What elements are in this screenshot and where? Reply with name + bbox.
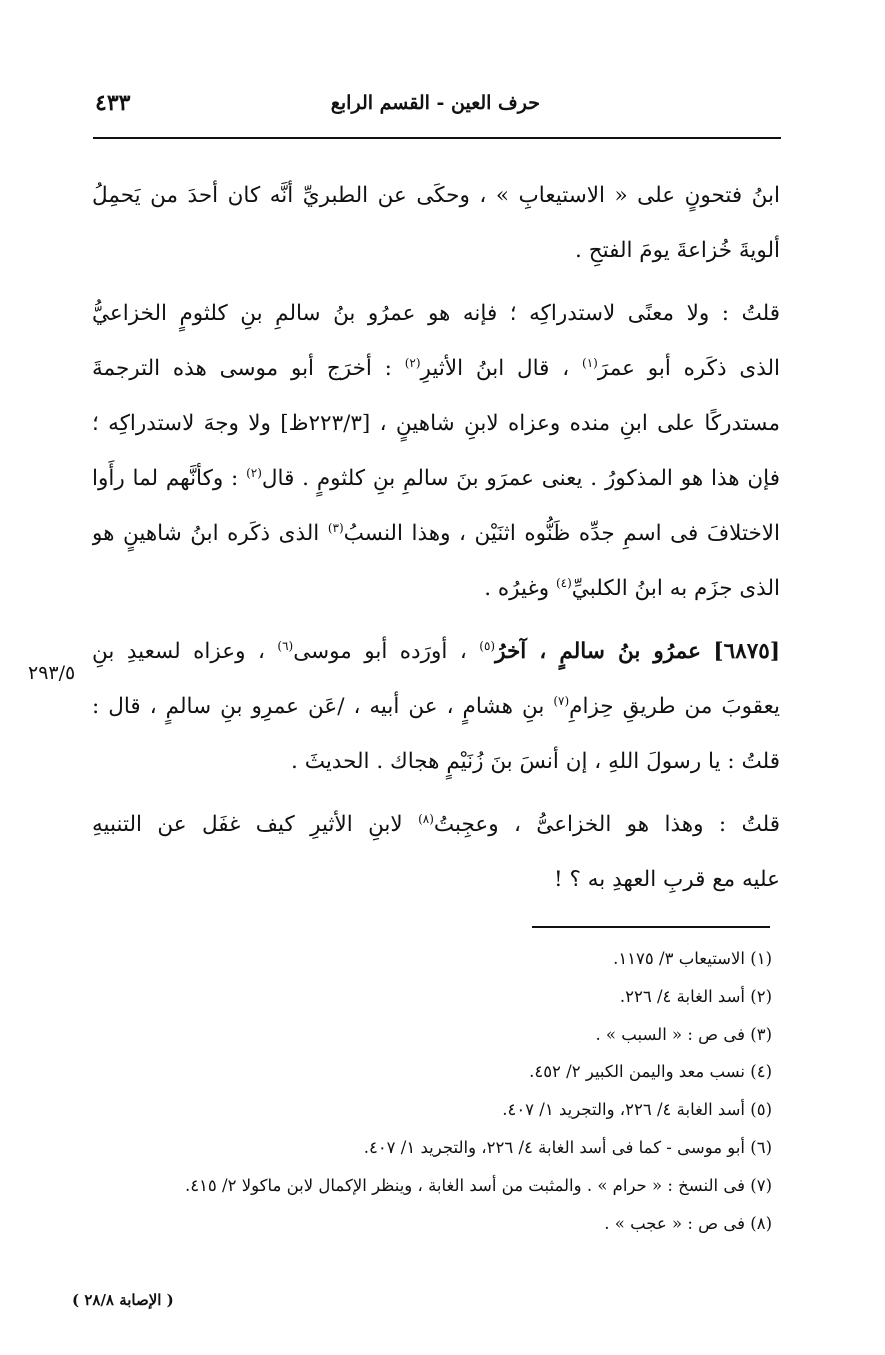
- running-title: حرف العين - القسم الرابع: [330, 92, 540, 114]
- footnote: (٣) فى ص : « السبب » .: [595, 1024, 772, 1044]
- body-line: قلتُ : يا رسولَ اللهِ ، إن أنسَ بنَ زُنَيْمٍ هجاك . الحديثَ .: [291, 749, 780, 774]
- footnote: (٨) فى ص : « عجب » .: [604, 1213, 772, 1233]
- footnote-mark: (٤): [555, 575, 572, 590]
- body-line: قلتُ : وهذا هو الخزاعىُّ ، وعجِبتُ$^{(٨)}$ لابنِ الأثيرِ كيف غفَل عن التنبيهِ: [92, 811, 780, 837]
- footnote-mark: (٥): [479, 638, 496, 653]
- body-line: قلتُ : ولا معنًى لاستدراكِه ؛ فإنه هو عمرُو بنُ سالمِ بنِ كلثومٍ الخزاعيُّ: [92, 301, 780, 326]
- footnote-mark: (١): [582, 355, 598, 370]
- body-line: فإن هذا هو المذكورُ . يعنى عمرَو بنَ سالمِ بنِ كلثومٍ . قال$^{(٢)}$ : وكأنَّهم لما رأَوا: [92, 465, 780, 491]
- body-line: الذى جزَم به ابنُ الكلبيِّ$^{(٤)}$ وغيرُه .: [484, 575, 780, 601]
- body-line: ألويةَ خُزاعةَ يومَ الفتحِ .: [575, 238, 780, 263]
- entry-heading-line: [٦٨٧٥] عمرُو بنُ سالمٍ ، آخرُ$^{(٥)}$ ، أورَده أبو موسى$^{(٦)}$ ، وعزاه لسعيدِ بنِ: [92, 638, 780, 664]
- body-line: ابنُ فتحونٍ على « الاستيعابِ » ، وحكَى عن الطبريِّ أنَّه كان أحدَ من يَحمِلُ: [92, 183, 780, 208]
- body-line: مستدركًا على ابنِ منده وعزاه لابنِ شاهينٍ ، [٢٢٣/٣ظ] ولا وجهَ لاستدراكِه ؛: [92, 411, 780, 436]
- entry-number: [٦٨٧٥]: [713, 639, 780, 664]
- page-header: [95, 92, 780, 122]
- footnote: (٤) نسب معد واليمن الكبير ٢/ ٤٥٢.: [529, 1062, 772, 1082]
- footnote-mark: (٨): [418, 811, 434, 826]
- footnote-mark: (٦): [277, 638, 294, 653]
- body-line: يعقوبَ من طريقِ حِزامِ$^{(٧)}$ بنِ هشامٍ ، عن أبيه ، /عَن عمرِو بنِ سالمٍ ، قال :: [92, 693, 780, 719]
- footnote-mark: (٣): [327, 520, 344, 535]
- footnote: (٦) أبو موسى - كما فى أسد الغابة ٤/ ٢٢٦، والتجريد ١/ ٤٠٧.: [363, 1137, 772, 1157]
- body-text: [92, 168, 780, 907]
- footnote-rule: [532, 926, 770, 928]
- signature-mark: ( الإصابة ٢٨/٨ ): [72, 1291, 174, 1309]
- entry-name: عمرُو بنُ سالمٍ ، آخرُ: [495, 639, 701, 664]
- page-number: ٤٣٣: [95, 90, 131, 116]
- footnote: (٢) أسد الغابة ٤/ ٢٢٦.: [619, 986, 772, 1006]
- footnote-mark: (٢): [246, 465, 262, 480]
- body-line: الذى ذكَره أبو عمرَ$^{(١)}$ ، قال ابنُ الأثيرِ$^{(٢)}$ : أخرَج أبو موسى هذه الترجمةَ: [92, 355, 780, 381]
- footnote: (٧) فى النسخ : « حرام » . والمثبت من أسد الغابة ، وينظر الإكمال لابن ماكولا ٢/ ٤١٥.: [184, 1175, 772, 1195]
- footnote-mark: (٢): [404, 355, 421, 370]
- body-line: عليه مع قربِ العهدِ به ؟ !: [554, 867, 780, 892]
- body-line: الاختلافَ فى اسمِ جدِّه ظَنُّوه اثنَيْن ، وهذا النسبُ$^{(٣)}$ الذى ذكَره ابنُ شاهينٍ هو: [92, 520, 780, 546]
- footnote: (٥) أسد الغابة ٤/ ٢٢٦، والتجريد ١/ ٤٠٧.: [502, 1100, 772, 1120]
- margin-reference: ٢٩٣/٥: [28, 662, 76, 684]
- header-rule: [93, 137, 781, 139]
- footnotes: [132, 940, 772, 1242]
- footnote: (١) الاستيعاب ٣/ ١١٧٥.: [613, 949, 772, 968]
- footnote-mark: (٧): [553, 693, 570, 708]
